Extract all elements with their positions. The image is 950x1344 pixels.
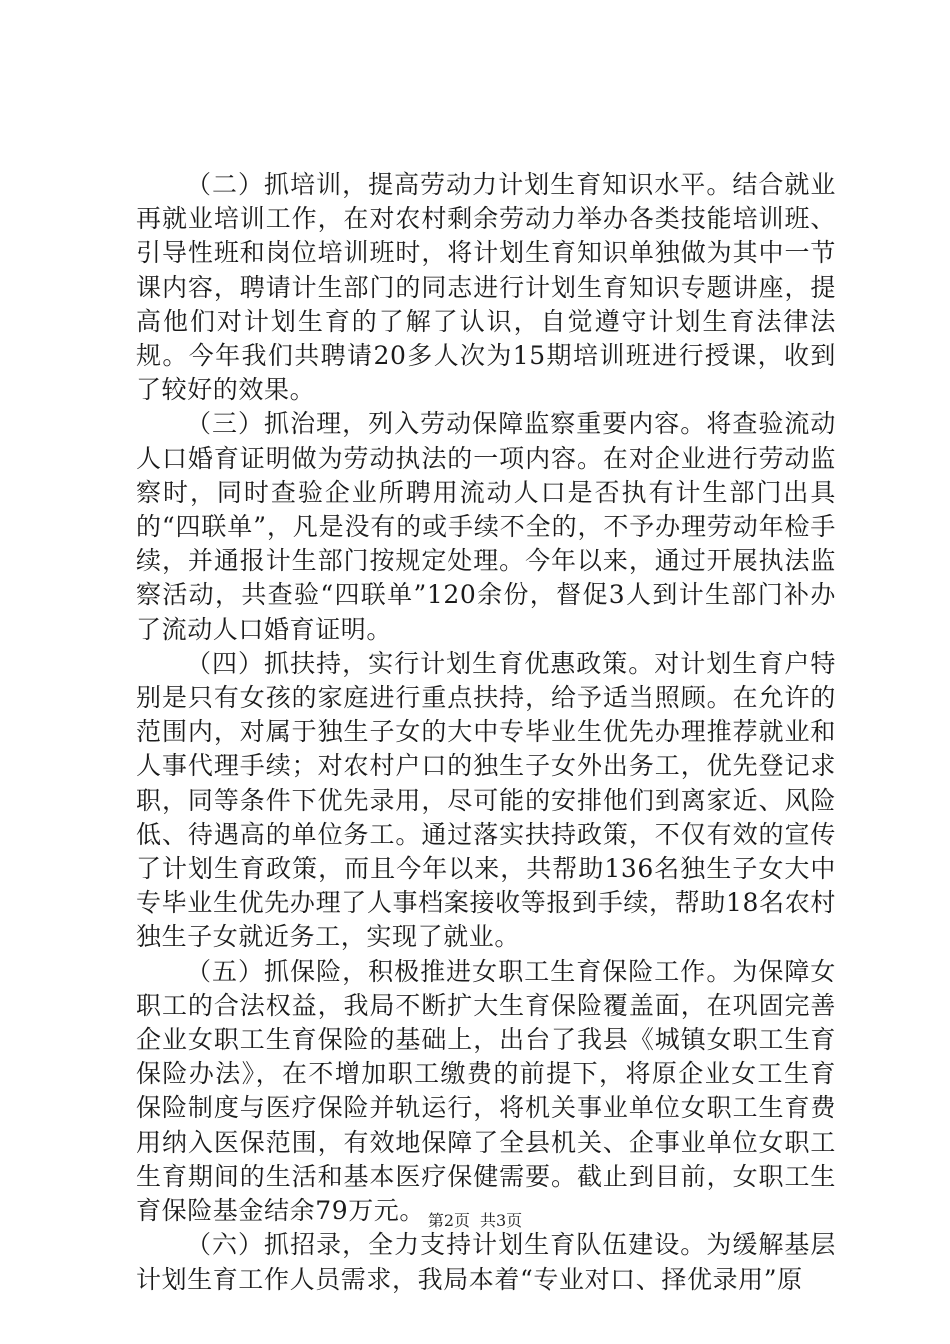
paragraph-governance: （三）抓治理，列入劳动保障监察重要内容。将查验流动人口婚育证明做为劳动执法的一项内容。在对企业进行劳动监察时，同时查验企业所聘用流动人口是否执有计生部门出具的“四联单”，凡是没有的或手续不全的，不予办理劳动年检手续，并通报计生部门按规定处理。今年以来，通过开展执法监察活动，共查验“四联单”120余份，督促3人到计生部门补办了流动人口婚育证明。 bbox=[136, 409, 836, 644]
paragraph-insurance: （五）抓保险，积极推进女职工生育保险工作。为保障女职工的合法权益，我局不断扩大生育保险覆盖面，在巩固完善企业女职工生育保险的基础上，出台了我县《城镇女职工生育保险办法》，在不增加职工缴费的前提下，将原企业女工生育保险制度与医疗保险并轨运行，将机关事业单位女职工生育费用纳入医保范围，有效地保障了全县机关、企事业单位女职工生育期间的生活和基本医疗保健需要。截止到目前，女职工生育保险基金结余79万元。 bbox=[136, 956, 836, 1226]
page-total: 共3页 bbox=[480, 1211, 523, 1230]
page-number: 第2页 bbox=[427, 1211, 470, 1230]
paragraph-training: （二）抓培训，提高劳动力计划生育知识水平。结合就业再就业培训工作，在对农村剩余劳动力举办各类技能培训班、引导性班和岗位培训班时，将计划生育知识单独做为其中一节课内容，聘请计生部门的同志进行计划生育知识专题讲座，提高他们对计划生育的了解了认识，自觉遵守计划生育法律法规。今年我们共聘请20多人次为15期培训班进行授课，收到了较好的效果。 bbox=[136, 170, 836, 405]
paragraph-support: （四）抓扶持，实行计划生育优惠政策。对计划生育户特别是只有女孩的家庭进行重点扶持，给予适当照顾。在允许的范围内，对属于独生子女的大中专毕业生优先办理推荐就业和人事代理手续；对农村户口的独生子女外出务工，优先登记求职，同等条件下优先录用，尽可能的安排他们到离家近、风险低、待遇高的单位务工。通过落实扶持政策，不仅有效的宣传了计划生育政策，而且今年以来，共帮助136名独生子女大中专毕业生优先办理了人事档案接收等报到手续，帮助18名农村独生子女就近务工，实现了就业。 bbox=[136, 648, 836, 952]
document-body bbox=[136, 168, 836, 1297]
paragraph-recruitment: （六）抓招录，全力支持计划生育队伍建设。为缓解基层计划生育工作人员需求，我局本着“专业对口、择优录用”原 bbox=[136, 1230, 836, 1294]
page-footer bbox=[0, 1208, 950, 1231]
